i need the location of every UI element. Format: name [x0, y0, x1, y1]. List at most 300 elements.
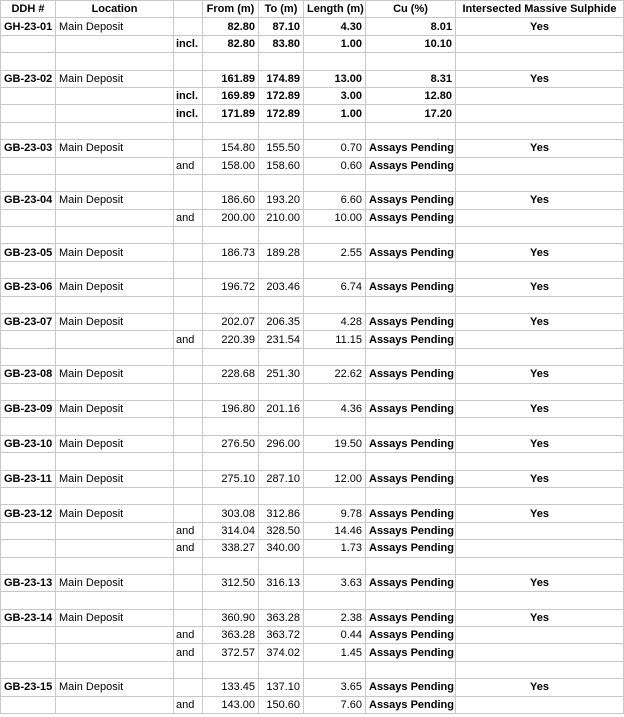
cell-ddh: GB-23-15 — [1, 679, 56, 696]
cell-ddh: GH-23-01 — [1, 18, 56, 35]
cell-to: 316.13 — [259, 574, 304, 591]
cell-intersected — [456, 696, 624, 713]
cell-ddh — [1, 557, 56, 574]
cell-qualifier — [174, 53, 203, 70]
cell-cu — [366, 592, 456, 609]
cell-length: 4.36 — [304, 400, 366, 417]
cell-qualifier: and — [174, 209, 203, 226]
cell-location: Main Deposit — [56, 470, 174, 487]
cell-qualifier — [174, 661, 203, 678]
cell-from — [203, 487, 259, 504]
cell-intersected — [456, 627, 624, 644]
cell-cu: Assays Pending — [366, 679, 456, 696]
cell-length: 3.00 — [304, 87, 366, 104]
cell-location — [56, 261, 174, 278]
cell-from — [203, 174, 259, 191]
table-row — [1, 227, 624, 244]
cell-location — [56, 296, 174, 313]
cell-length — [304, 348, 366, 365]
cell-to: 189.28 — [259, 244, 304, 261]
table-row — [1, 314, 624, 331]
table-row — [1, 140, 624, 157]
cell-to — [259, 348, 304, 365]
cell-intersected: Yes — [456, 140, 624, 157]
cell-qualifier: and — [174, 331, 203, 348]
cell-qualifier — [174, 574, 203, 591]
table-row — [1, 644, 624, 661]
cell-length: 2.55 — [304, 244, 366, 261]
cell-to — [259, 383, 304, 400]
cell-ddh: GB-23-12 — [1, 505, 56, 522]
cell-to: 203.46 — [259, 279, 304, 296]
cell-to — [259, 296, 304, 313]
cell-cu — [366, 174, 456, 191]
cell-ddh — [1, 296, 56, 313]
cell-cu: Assays Pending — [366, 435, 456, 452]
table-row — [1, 487, 624, 504]
cell-ddh — [1, 627, 56, 644]
cell-to: 150.60 — [259, 696, 304, 713]
cell-ddh: GB-23-07 — [1, 314, 56, 331]
cell-intersected: Yes — [456, 470, 624, 487]
cell-to: 363.72 — [259, 627, 304, 644]
cell-from: 158.00 — [203, 157, 259, 174]
cell-location — [56, 644, 174, 661]
cell-length — [304, 122, 366, 139]
table-row — [1, 696, 624, 713]
cell-qualifier — [174, 453, 203, 470]
table-row — [1, 18, 624, 35]
cell-location — [56, 522, 174, 539]
cell-to — [259, 487, 304, 504]
cell-intersected: Yes — [456, 18, 624, 35]
cell-location: Main Deposit — [56, 279, 174, 296]
cell-intersected: Yes — [456, 574, 624, 591]
cell-cu — [366, 348, 456, 365]
cell-qualifier: and — [174, 627, 203, 644]
cell-cu: Assays Pending — [366, 522, 456, 539]
cell-qualifier — [174, 227, 203, 244]
cell-to — [259, 557, 304, 574]
cell-to: 87.10 — [259, 18, 304, 35]
cell-from — [203, 418, 259, 435]
cell-cu — [366, 296, 456, 313]
cell-to: 158.60 — [259, 157, 304, 174]
cell-cu: Assays Pending — [366, 696, 456, 713]
cell-intersected — [456, 661, 624, 678]
cell-length: 10.00 — [304, 209, 366, 226]
cell-cu: Assays Pending — [366, 366, 456, 383]
header-length: Length (m) — [304, 1, 366, 18]
cell-qualifier — [174, 557, 203, 574]
cell-qualifier: and — [174, 522, 203, 539]
cell-cu: Assays Pending — [366, 400, 456, 417]
cell-cu — [366, 122, 456, 139]
cell-ddh: GB-23-11 — [1, 470, 56, 487]
cell-intersected — [456, 348, 624, 365]
cell-intersected: Yes — [456, 279, 624, 296]
header-to: To (m) — [259, 1, 304, 18]
cell-cu: 12.80 — [366, 87, 456, 104]
cell-cu — [366, 487, 456, 504]
cell-intersected — [456, 174, 624, 191]
cell-cu: Assays Pending — [366, 331, 456, 348]
cell-qualifier — [174, 122, 203, 139]
header-qualifier — [174, 1, 203, 18]
cell-from: 303.08 — [203, 505, 259, 522]
cell-location — [56, 383, 174, 400]
cell-location — [56, 418, 174, 435]
cell-ddh — [1, 540, 56, 557]
cell-qualifier — [174, 279, 203, 296]
table-row — [1, 261, 624, 278]
cell-length — [304, 557, 366, 574]
cell-from: 196.80 — [203, 400, 259, 417]
cell-intersected — [456, 487, 624, 504]
cell-length: 3.63 — [304, 574, 366, 591]
cell-to: 174.89 — [259, 70, 304, 87]
cell-ddh — [1, 157, 56, 174]
cell-ddh — [1, 418, 56, 435]
cell-intersected — [456, 540, 624, 557]
cell-to — [259, 661, 304, 678]
cell-from: 196.72 — [203, 279, 259, 296]
cell-from — [203, 592, 259, 609]
cell-location: Main Deposit — [56, 70, 174, 87]
cell-location — [56, 592, 174, 609]
cell-to: 363.28 — [259, 609, 304, 626]
cell-length: 0.70 — [304, 140, 366, 157]
cell-ddh — [1, 209, 56, 226]
cell-location: Main Deposit — [56, 244, 174, 261]
table-row — [1, 296, 624, 313]
cell-intersected — [456, 105, 624, 122]
cell-from: 372.57 — [203, 644, 259, 661]
cell-from: 169.89 — [203, 87, 259, 104]
cell-from: 363.28 — [203, 627, 259, 644]
cell-intersected — [456, 227, 624, 244]
cell-to: 83.80 — [259, 35, 304, 52]
cell-from: 186.73 — [203, 244, 259, 261]
cell-qualifier — [174, 348, 203, 365]
cell-to: 172.89 — [259, 105, 304, 122]
cell-to: 340.00 — [259, 540, 304, 557]
cell-length: 1.73 — [304, 540, 366, 557]
table-row — [1, 522, 624, 539]
cell-from — [203, 453, 259, 470]
cell-cu: Assays Pending — [366, 627, 456, 644]
cell-cu: Assays Pending — [366, 279, 456, 296]
cell-length: 22.62 — [304, 366, 366, 383]
cell-ddh: GB-23-05 — [1, 244, 56, 261]
cell-to: 193.20 — [259, 192, 304, 209]
cell-ddh: GB-23-13 — [1, 574, 56, 591]
cell-ddh: GB-23-09 — [1, 400, 56, 417]
table-row — [1, 592, 624, 609]
cell-length: 1.45 — [304, 644, 366, 661]
table-row — [1, 453, 624, 470]
cell-qualifier — [174, 244, 203, 261]
cell-to: 137.10 — [259, 679, 304, 696]
cell-intersected — [456, 331, 624, 348]
cell-qualifier — [174, 314, 203, 331]
table-body — [1, 1, 624, 714]
cell-location — [56, 540, 174, 557]
cell-location — [56, 35, 174, 52]
cell-length — [304, 227, 366, 244]
cell-from: 275.10 — [203, 470, 259, 487]
table-row — [1, 366, 624, 383]
cell-cu: Assays Pending — [366, 314, 456, 331]
cell-ddh: GB-23-06 — [1, 279, 56, 296]
cell-cu: 10.10 — [366, 35, 456, 52]
cell-from: 154.80 — [203, 140, 259, 157]
cell-location — [56, 331, 174, 348]
cell-ddh: GB-23-02 — [1, 70, 56, 87]
cell-length — [304, 296, 366, 313]
cell-intersected — [456, 453, 624, 470]
cell-qualifier — [174, 383, 203, 400]
cell-from — [203, 383, 259, 400]
cell-location: Main Deposit — [56, 679, 174, 696]
cell-intersected — [456, 592, 624, 609]
cell-length: 4.28 — [304, 314, 366, 331]
cell-to — [259, 227, 304, 244]
cell-from: 161.89 — [203, 70, 259, 87]
cell-to: 312.86 — [259, 505, 304, 522]
cell-intersected — [456, 35, 624, 52]
table-row — [1, 609, 624, 626]
cell-qualifier — [174, 366, 203, 383]
cell-ddh: GB-23-04 — [1, 192, 56, 209]
cell-length — [304, 261, 366, 278]
cell-cu: Assays Pending — [366, 140, 456, 157]
cell-ddh — [1, 174, 56, 191]
cell-location: Main Deposit — [56, 435, 174, 452]
cell-to: 328.50 — [259, 522, 304, 539]
cell-length — [304, 174, 366, 191]
cell-intersected: Yes — [456, 435, 624, 452]
cell-length: 1.00 — [304, 35, 366, 52]
cell-location — [56, 487, 174, 504]
cell-ddh: GB-23-08 — [1, 366, 56, 383]
table-row — [1, 470, 624, 487]
cell-from: 82.80 — [203, 35, 259, 52]
cell-intersected — [456, 261, 624, 278]
header-from: From (m) — [203, 1, 259, 18]
cell-length: 2.38 — [304, 609, 366, 626]
cell-location — [56, 53, 174, 70]
cell-ddh — [1, 644, 56, 661]
cell-cu: Assays Pending — [366, 609, 456, 626]
table-row — [1, 557, 624, 574]
cell-cu — [366, 661, 456, 678]
cell-location — [56, 557, 174, 574]
table-row — [1, 35, 624, 52]
cell-cu: Assays Pending — [366, 644, 456, 661]
cell-cu: Assays Pending — [366, 157, 456, 174]
cell-length: 6.74 — [304, 279, 366, 296]
cell-ddh — [1, 661, 56, 678]
cell-qualifier — [174, 505, 203, 522]
cell-intersected — [456, 522, 624, 539]
cell-intersected — [456, 122, 624, 139]
cell-intersected: Yes — [456, 366, 624, 383]
cell-qualifier — [174, 261, 203, 278]
cell-qualifier — [174, 18, 203, 35]
cell-intersected — [456, 157, 624, 174]
cell-cu: 8.31 — [366, 70, 456, 87]
cell-intersected: Yes — [456, 314, 624, 331]
cell-location: Main Deposit — [56, 574, 174, 591]
cell-qualifier: and — [174, 540, 203, 557]
table-row — [1, 661, 624, 678]
cell-intersected — [456, 644, 624, 661]
table-row — [1, 348, 624, 365]
cell-ddh: GB-23-10 — [1, 435, 56, 452]
cell-to: 296.00 — [259, 435, 304, 452]
table-row — [1, 157, 624, 174]
header-location: Location — [56, 1, 174, 18]
cell-to — [259, 261, 304, 278]
table-row — [1, 192, 624, 209]
cell-from — [203, 53, 259, 70]
cell-to — [259, 174, 304, 191]
cell-length: 4.30 — [304, 18, 366, 35]
header-intersected: Intersected Massive Sulphide — [456, 1, 624, 18]
table-row — [1, 400, 624, 417]
table-row — [1, 70, 624, 87]
cell-qualifier — [174, 174, 203, 191]
cell-qualifier — [174, 609, 203, 626]
cell-from: 314.04 — [203, 522, 259, 539]
table-row — [1, 627, 624, 644]
cell-length: 3.65 — [304, 679, 366, 696]
cell-qualifier — [174, 435, 203, 452]
cell-from: 133.45 — [203, 679, 259, 696]
cell-ddh — [1, 453, 56, 470]
cell-qualifier — [174, 592, 203, 609]
cell-intersected: Yes — [456, 679, 624, 696]
cell-qualifier — [174, 418, 203, 435]
cell-to — [259, 592, 304, 609]
cell-location — [56, 174, 174, 191]
table-row — [1, 383, 624, 400]
cell-location: Main Deposit — [56, 192, 174, 209]
cell-ddh: GB-23-03 — [1, 140, 56, 157]
cell-ddh — [1, 696, 56, 713]
cell-cu — [366, 53, 456, 70]
cell-ddh — [1, 487, 56, 504]
cell-location: Main Deposit — [56, 18, 174, 35]
cell-to: 210.00 — [259, 209, 304, 226]
cell-from: 171.89 — [203, 105, 259, 122]
cell-location: Main Deposit — [56, 314, 174, 331]
table-row — [1, 105, 624, 122]
cell-location — [56, 227, 174, 244]
cell-ddh — [1, 383, 56, 400]
cell-qualifier: and — [174, 157, 203, 174]
cell-from: 276.50 — [203, 435, 259, 452]
cell-qualifier: and — [174, 696, 203, 713]
cell-ddh — [1, 592, 56, 609]
cell-from: 143.00 — [203, 696, 259, 713]
cell-length: 12.00 — [304, 470, 366, 487]
cell-length: 19.50 — [304, 435, 366, 452]
cell-ddh — [1, 348, 56, 365]
cell-location — [56, 348, 174, 365]
cell-cu: Assays Pending — [366, 192, 456, 209]
cell-to: 201.16 — [259, 400, 304, 417]
cell-length — [304, 661, 366, 678]
table-row — [1, 87, 624, 104]
cell-cu — [366, 453, 456, 470]
cell-qualifier — [174, 679, 203, 696]
cell-from: 220.39 — [203, 331, 259, 348]
table-row — [1, 679, 624, 696]
cell-ddh — [1, 87, 56, 104]
table-row — [1, 505, 624, 522]
cell-from — [203, 557, 259, 574]
cell-to: 287.10 — [259, 470, 304, 487]
cell-from: 186.60 — [203, 192, 259, 209]
cell-location — [56, 661, 174, 678]
cell-cu — [366, 557, 456, 574]
cell-to: 231.54 — [259, 331, 304, 348]
cell-intersected — [456, 383, 624, 400]
cell-cu: Assays Pending — [366, 209, 456, 226]
cell-qualifier — [174, 140, 203, 157]
cell-location: Main Deposit — [56, 400, 174, 417]
cell-to — [259, 53, 304, 70]
cell-intersected — [456, 87, 624, 104]
cell-cu — [366, 418, 456, 435]
cell-ddh — [1, 261, 56, 278]
cell-location — [56, 627, 174, 644]
cell-qualifier — [174, 296, 203, 313]
cell-length: 11.15 — [304, 331, 366, 348]
cell-length: 6.60 — [304, 192, 366, 209]
cell-location — [56, 122, 174, 139]
cell-length — [304, 487, 366, 504]
table-row — [1, 279, 624, 296]
cell-location: Main Deposit — [56, 505, 174, 522]
cell-length — [304, 592, 366, 609]
cell-location — [56, 209, 174, 226]
cell-location — [56, 453, 174, 470]
cell-intersected: Yes — [456, 505, 624, 522]
cell-ddh — [1, 331, 56, 348]
cell-cu: 17.20 — [366, 105, 456, 122]
cell-ddh — [1, 35, 56, 52]
cell-from: 200.00 — [203, 209, 259, 226]
cell-from — [203, 661, 259, 678]
cell-from: 338.27 — [203, 540, 259, 557]
cell-ddh — [1, 122, 56, 139]
table-row — [1, 122, 624, 139]
cell-cu — [366, 383, 456, 400]
cell-location — [56, 696, 174, 713]
table-row — [1, 53, 624, 70]
cell-from — [203, 261, 259, 278]
cell-ddh: GB-23-14 — [1, 609, 56, 626]
table-row — [1, 540, 624, 557]
cell-to: 374.02 — [259, 644, 304, 661]
cell-from: 82.80 — [203, 18, 259, 35]
cell-from — [203, 348, 259, 365]
cell-qualifier — [174, 400, 203, 417]
cell-intersected — [456, 418, 624, 435]
